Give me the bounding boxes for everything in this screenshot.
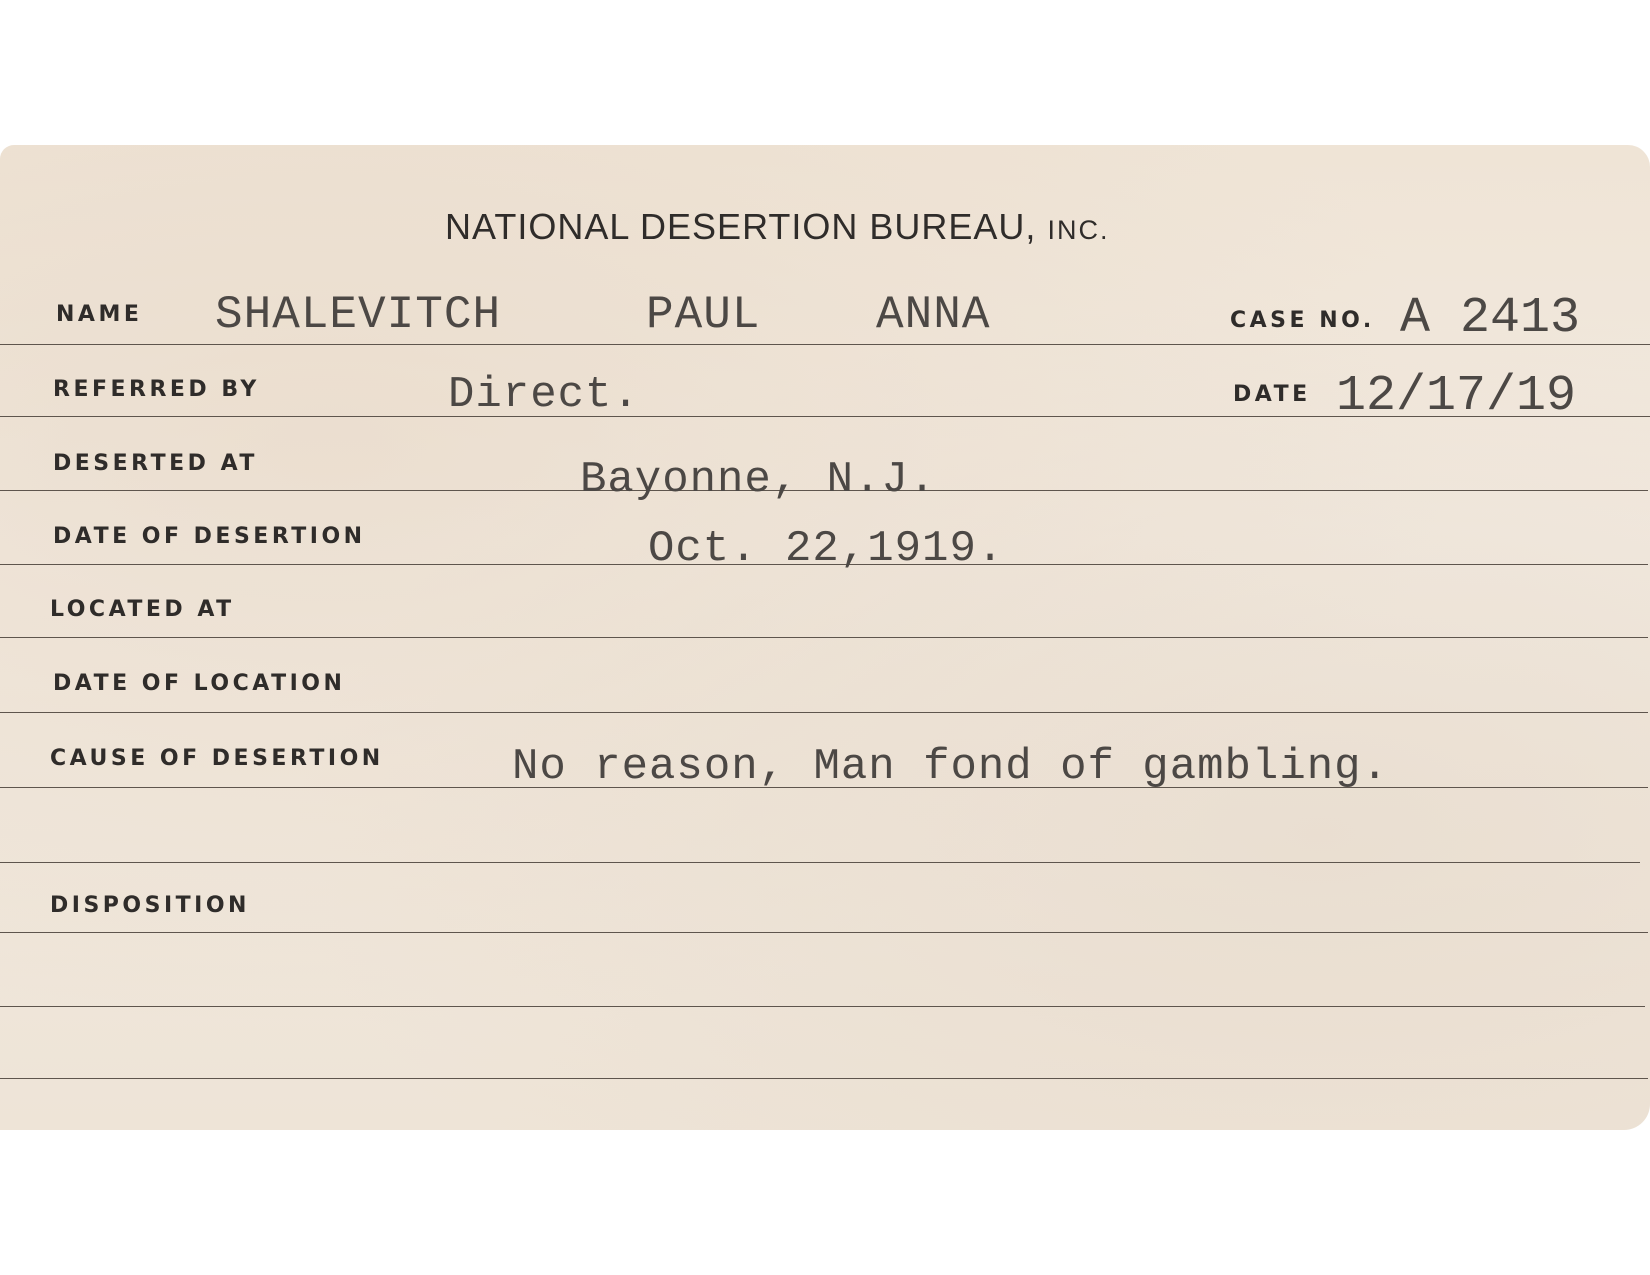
rule-cause-continued	[0, 862, 1640, 863]
rule-disposition-3	[0, 1078, 1648, 1079]
rule-disposition-2	[0, 1006, 1645, 1007]
bureau-suffix: INC.	[1047, 215, 1110, 245]
date-value: 12/17/19	[1336, 368, 1577, 425]
disposition-label: DISPOSITION	[50, 893, 250, 918]
rule-date-of-location	[0, 712, 1648, 713]
located-at-label: LOCATED AT	[50, 597, 235, 622]
date-of-desertion-value: Oct. 22,1919.	[648, 524, 1005, 574]
date-of-desertion-label: DATE OF DESERTION	[53, 524, 366, 549]
case-no-value: A 2413	[1400, 290, 1581, 347]
cause-of-desertion-value: No reason, Man fond of gambling.	[512, 742, 1389, 792]
name-spouse: ANNA	[876, 289, 991, 341]
name-surname: SHALEVITCH	[215, 289, 502, 341]
referred-by-value: Direct.	[448, 370, 640, 420]
cause-of-desertion-label: CAUSE OF DESERTION	[50, 746, 384, 771]
date-of-location-label: DATE OF LOCATION	[53, 671, 346, 696]
rule-located-at	[0, 637, 1648, 638]
name-given: PAUL	[646, 289, 761, 341]
rule-disposition	[0, 932, 1648, 933]
name-label: NAME	[56, 302, 143, 327]
date-label: DATE	[1233, 382, 1311, 407]
case-no-label: CASE NO.	[1230, 308, 1375, 333]
bureau-name: NATIONAL DESERTION BUREAU,	[445, 206, 1037, 247]
deserted-at-label: DESERTED AT	[53, 451, 258, 476]
card-heading	[445, 206, 1109, 248]
deserted-at-value: Bayonne, N.J.	[580, 455, 937, 505]
referred-by-label: REFERRED BY	[53, 377, 260, 402]
